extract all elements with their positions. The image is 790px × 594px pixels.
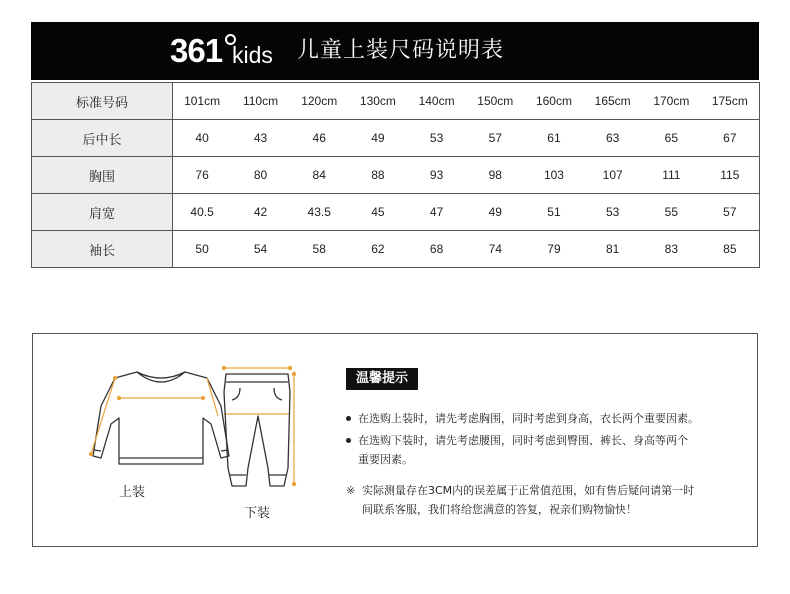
table-cell: 61 bbox=[525, 120, 584, 157]
size-cell: 101cm bbox=[173, 83, 232, 120]
logo-suffix: kids bbox=[232, 42, 273, 68]
note-item-continued bbox=[362, 500, 637, 520]
table-cell: 76 bbox=[173, 157, 232, 194]
table-cell: 65 bbox=[642, 120, 701, 157]
row-header: 胸围 bbox=[32, 157, 173, 194]
note-text: 实际测量存在3CM内的误差属于正常值范围，如有售后疑问请第一时 bbox=[362, 484, 695, 497]
table-cell: 68 bbox=[407, 231, 466, 268]
table-cell: 85 bbox=[701, 231, 760, 268]
table-cell: 43.5 bbox=[290, 194, 349, 231]
table-cell: 47 bbox=[407, 194, 466, 231]
note-item bbox=[346, 481, 694, 501]
size-table bbox=[31, 82, 760, 268]
row-header: 肩宽 bbox=[32, 194, 173, 231]
bullet-icon bbox=[346, 438, 351, 443]
table-cell: 107 bbox=[583, 157, 642, 194]
size-cell: 140cm bbox=[407, 83, 466, 120]
table-cell: 63 bbox=[583, 120, 642, 157]
page-title: 儿童上装尺码说明表 bbox=[297, 38, 505, 63]
bottom-garment-illustration bbox=[218, 358, 298, 494]
table-cell: 54 bbox=[231, 231, 290, 268]
table-cell: 40 bbox=[173, 120, 232, 157]
size-cell: 120cm bbox=[290, 83, 349, 120]
size-cell: 170cm bbox=[642, 83, 701, 120]
table-cell: 53 bbox=[407, 120, 466, 157]
size-cell: 130cm bbox=[349, 83, 408, 120]
row-header: 袖长 bbox=[32, 231, 173, 268]
table-cell: 49 bbox=[466, 194, 525, 231]
table-cell: 80 bbox=[231, 157, 290, 194]
top-garment-label: 上装 bbox=[119, 485, 146, 500]
table-row-chest bbox=[32, 157, 760, 194]
size-cell: 175cm bbox=[701, 83, 760, 120]
table-cell: 74 bbox=[466, 231, 525, 268]
table-cell: 98 bbox=[466, 157, 525, 194]
table-cell: 51 bbox=[525, 194, 584, 231]
tip-item bbox=[346, 409, 699, 429]
table-cell: 84 bbox=[290, 157, 349, 194]
measurement-guide bbox=[32, 333, 758, 547]
table-cell: 83 bbox=[642, 231, 701, 268]
table-row-sizes bbox=[32, 83, 760, 120]
top-garment-illustration bbox=[63, 368, 233, 468]
tip-item-continued bbox=[346, 450, 413, 470]
table-cell: 111 bbox=[642, 157, 701, 194]
table-cell: 55 bbox=[642, 194, 701, 231]
table-cell: 103 bbox=[525, 157, 584, 194]
table-cell: 40.5 bbox=[173, 194, 232, 231]
tip-text: 在选购上装时，请先考虑胸围，同时考虑到身高，衣长两个重要因素。 bbox=[358, 412, 699, 425]
row-header: 标准号码 bbox=[32, 83, 173, 120]
table-cell: 79 bbox=[525, 231, 584, 268]
table-cell: 50 bbox=[173, 231, 232, 268]
tip-text: 在选购下装时，请先考虑腰围，同时考虑到臀围、裤长、身高等两个 bbox=[358, 434, 688, 447]
table-cell: 49 bbox=[349, 120, 408, 157]
size-cell: 110cm bbox=[231, 83, 290, 120]
bottom-garment-label: 下装 bbox=[244, 506, 271, 521]
logo-number: 361 bbox=[170, 32, 223, 69]
table-cell: 43 bbox=[231, 120, 290, 157]
table-cell: 46 bbox=[290, 120, 349, 157]
size-cell: 165cm bbox=[583, 83, 642, 120]
size-cell: 150cm bbox=[466, 83, 525, 120]
reference-mark-icon: ※ bbox=[346, 484, 356, 497]
table-row-back-length bbox=[32, 120, 760, 157]
table-cell: 67 bbox=[701, 120, 760, 157]
table-row-shoulder bbox=[32, 194, 760, 231]
title-banner bbox=[31, 22, 759, 80]
bullet-icon bbox=[346, 416, 351, 421]
table-cell: 115 bbox=[701, 157, 760, 194]
table-cell: 81 bbox=[583, 231, 642, 268]
table-cell: 62 bbox=[349, 231, 408, 268]
table-cell: 93 bbox=[407, 157, 466, 194]
table-row-sleeve bbox=[32, 231, 760, 268]
note-text: 间联系客服，我们将给您满意的答复，祝亲们购物愉快！ bbox=[362, 503, 637, 516]
table-cell: 45 bbox=[349, 194, 408, 231]
table-cell: 57 bbox=[701, 194, 760, 231]
tip-title-badge: 温馨提示 bbox=[346, 368, 418, 390]
table-cell: 88 bbox=[349, 157, 408, 194]
tip-item bbox=[346, 431, 688, 451]
table-cell: 57 bbox=[466, 120, 525, 157]
row-header: 后中长 bbox=[32, 120, 173, 157]
tip-text: 重要因素。 bbox=[358, 453, 413, 466]
size-cell: 160cm bbox=[525, 83, 584, 120]
table-cell: 58 bbox=[290, 231, 349, 268]
table-cell: 42 bbox=[231, 194, 290, 231]
table-cell: 53 bbox=[583, 194, 642, 231]
